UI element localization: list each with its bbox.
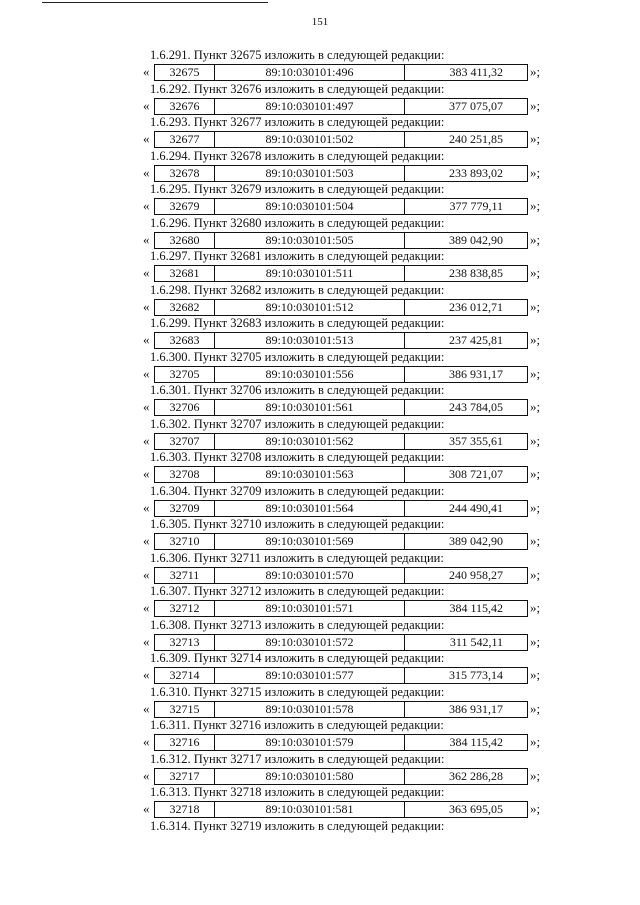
- clause-instruction: изложить в следующей редакции:: [264, 316, 445, 330]
- quote-open: «: [143, 164, 150, 180]
- item-number-cell: 32677: [155, 132, 215, 147]
- row-cells: [154, 165, 528, 182]
- quote-open: «: [143, 97, 150, 113]
- amendment-entry: [0, 350, 640, 384]
- row-cells: [154, 433, 528, 450]
- clause-heading: [150, 819, 444, 833]
- value-cell: 357 355,61: [449, 433, 503, 448]
- clause-instruction: изложить в следующей редакции:: [264, 651, 445, 665]
- row-cells: [154, 701, 528, 718]
- clause-heading: [150, 149, 444, 163]
- quote-open: «: [143, 231, 150, 247]
- clause-instruction: изложить в следующей редакции:: [264, 684, 445, 699]
- clause-instruction: изложить в следующей редакции:: [264, 81, 445, 96]
- amendment-entry: [0, 316, 640, 350]
- amendment-entry: [0, 249, 640, 283]
- value-cell: 308 721,07: [449, 467, 503, 481]
- clause-instruction: изложить в следующей редакции:: [264, 282, 445, 297]
- clause-number: 1.6.313. Пункт 32718: [150, 785, 262, 799]
- quote-open: «: [143, 365, 150, 381]
- clause-number: 1.6.299. Пункт 32683: [150, 316, 262, 330]
- amendment-entry: [0, 484, 640, 518]
- value-cell: 240 251,85: [449, 132, 503, 146]
- cadastral-number-cell: 89:10:030101:497: [215, 99, 405, 114]
- cadastral-number-cell: 89:10:030101:569: [215, 534, 405, 549]
- clause-heading: [150, 484, 444, 498]
- item-number-cell: 32681: [155, 266, 215, 281]
- item-number-cell: 32682: [155, 300, 215, 315]
- quote-close: »;: [530, 466, 541, 481]
- clause-instruction: изложить в следующей редакции:: [264, 550, 444, 565]
- row-cells: [154, 332, 528, 349]
- clause-heading: [150, 417, 444, 431]
- item-number-cell: 32716: [155, 735, 215, 750]
- row-cells: [154, 533, 528, 550]
- clause-heading: [150, 350, 444, 364]
- amendment-entry: [0, 216, 640, 250]
- quote-open: «: [143, 499, 150, 515]
- row-cells: [154, 466, 528, 483]
- clause-number: 1.6.300. Пункт 32705: [150, 349, 262, 364]
- amendment-entry: [0, 48, 640, 82]
- quote-close: »;: [530, 533, 541, 548]
- quote-close: »;: [530, 801, 541, 816]
- clause-heading: [150, 182, 444, 196]
- item-number-cell: 32711: [155, 568, 215, 583]
- cadastral-number-cell: 89:10:030101:578: [215, 702, 405, 717]
- cadastral-number-cell: 89:10:030101:561: [215, 400, 405, 415]
- cadastral-number-cell: 89:10:030101:564: [215, 501, 405, 516]
- value-cell: 238 838,85: [449, 266, 503, 280]
- quote-open: «: [143, 198, 150, 213]
- clause-instruction: изложить в следующей редакции:: [264, 182, 445, 196]
- amendment-entry: [0, 383, 640, 417]
- quote-close: »;: [530, 265, 541, 280]
- value-cell: 377 075,07: [449, 98, 503, 113]
- clause-number: 1.6.293. Пункт 32677: [150, 115, 262, 129]
- value-cell: 386 931,17: [449, 701, 503, 716]
- cadastral-number-cell: 89:10:030101:512: [215, 300, 405, 315]
- value-cell: 311 542,11: [449, 634, 503, 649]
- clause-number: 1.6.307. Пункт 32712: [150, 584, 262, 598]
- clause-heading: [150, 685, 444, 699]
- value-cell: 240 958,27: [449, 567, 503, 582]
- amendment-entry: [0, 651, 640, 685]
- clause-instruction: изложить в следующей редакции:: [264, 383, 445, 397]
- clause-instruction: изложить в следующей редакции:: [264, 215, 445, 230]
- clause-instruction: изложить в следующей редакции:: [264, 718, 444, 732]
- value-cell: 377 779,11: [449, 199, 503, 213]
- amendment-entry: [0, 584, 640, 618]
- quote-open: «: [143, 466, 150, 481]
- cadastral-number-cell: 89:10:030101:563: [215, 467, 405, 482]
- quote-open: «: [143, 700, 150, 716]
- clause-number: 1.6.308. Пункт 32713: [150, 617, 262, 632]
- top-rule: [42, 2, 268, 3]
- quote-open: «: [143, 432, 150, 448]
- item-number-cell: 32706: [155, 400, 215, 415]
- quote-open: «: [143, 332, 150, 347]
- clause-number: 1.6.296. Пункт 32680: [150, 215, 262, 230]
- row-cells: [154, 567, 528, 584]
- amendment-entry: [0, 819, 640, 853]
- item-number-cell: 32675: [155, 65, 215, 80]
- clause-number: 1.6.304. Пункт 32709: [150, 483, 262, 498]
- amendment-entry: [0, 685, 640, 719]
- row-cells: [154, 600, 528, 617]
- value-cell: 243 784,05: [449, 400, 503, 414]
- value-cell: 389 042,90: [449, 232, 503, 247]
- value-cell: 362 286,28: [449, 768, 503, 783]
- quote-close: »;: [530, 198, 541, 213]
- quote-open: «: [143, 667, 150, 682]
- clause-number: 1.6.295. Пункт 32679: [150, 182, 262, 196]
- quote-close: »;: [530, 164, 541, 180]
- quote-close: »;: [530, 64, 541, 79]
- value-cell: 383 411,32: [449, 65, 503, 79]
- clause-heading: [150, 618, 444, 632]
- clause-instruction: изложить в следующей редакции:: [264, 115, 445, 129]
- clause-heading: [150, 517, 444, 531]
- quote-open: «: [143, 399, 150, 414]
- cadastral-number-cell: 89:10:030101:562: [215, 434, 405, 449]
- item-number-cell: 32713: [155, 635, 215, 650]
- quote-close: »;: [530, 298, 541, 314]
- clause-instruction: изложить в следующей редакции:: [264, 617, 445, 632]
- item-number-cell: 32705: [155, 367, 215, 382]
- clause-number: 1.6.302. Пункт 32707: [150, 416, 262, 431]
- amendment-entry: [0, 718, 640, 752]
- value-cell: 386 931,17: [449, 366, 503, 381]
- quote-open: «: [143, 600, 150, 615]
- clause-number: 1.6.291. Пункт 32675: [150, 48, 262, 62]
- cadastral-number-cell: 89:10:030101:503: [215, 166, 405, 181]
- quote-close: »;: [530, 734, 541, 749]
- value-cell: 244 490,41: [449, 500, 503, 515]
- row-cells: [154, 98, 528, 115]
- clause-instruction: изложить в следующей редакции:: [264, 584, 445, 598]
- clause-number: 1.6.298. Пункт 32682: [150, 282, 262, 297]
- cadastral-number-cell: 89:10:030101:556: [215, 367, 405, 382]
- item-number-cell: 32718: [155, 802, 215, 817]
- cadastral-number-cell: 89:10:030101:580: [215, 769, 405, 784]
- quote-close: »;: [530, 499, 541, 515]
- clause-heading: [150, 450, 444, 464]
- cadastral-number-cell: 89:10:030101:496: [215, 65, 405, 80]
- item-number-cell: 32712: [155, 601, 215, 616]
- amendment-entry: [0, 182, 640, 216]
- amendment-entry: [0, 450, 640, 484]
- clause-heading: [150, 115, 444, 129]
- amendment-entry: [0, 517, 640, 551]
- quote-close: »;: [530, 231, 541, 247]
- row-cells: [154, 265, 528, 282]
- quote-open: «: [143, 633, 150, 649]
- clause-number: 1.6.294. Пункт 32678: [150, 148, 262, 163]
- clause-heading: [150, 216, 444, 230]
- clause-instruction: изложить в следующей редакции:: [264, 349, 445, 364]
- item-number-cell: 32679: [155, 199, 215, 214]
- item-number-cell: 32707: [155, 434, 215, 449]
- quote-open: «: [143, 64, 150, 79]
- quote-open: «: [143, 734, 150, 749]
- quote-open: «: [143, 767, 150, 783]
- clause-instruction: изложить в следующей редакции:: [264, 818, 445, 833]
- cadastral-number-cell: 89:10:030101:505: [215, 233, 405, 248]
- amendment-entry: [0, 752, 640, 786]
- clause-instruction: изложить в следующей редакции:: [264, 450, 445, 464]
- clause-number: 1.6.310. Пункт 32715: [150, 684, 262, 699]
- amendment-entry: [0, 551, 640, 585]
- item-number-cell: 32710: [155, 534, 215, 549]
- quote-close: »;: [530, 97, 541, 113]
- quote-open: «: [143, 131, 150, 146]
- quote-close: »;: [530, 667, 541, 682]
- cadastral-number-cell: 89:10:030101:577: [215, 668, 405, 683]
- quote-close: »;: [530, 131, 541, 146]
- clause-number: 1.6.305. Пункт 32710: [150, 517, 262, 531]
- amendment-list: [0, 48, 640, 852]
- amendment-entry: [0, 115, 640, 149]
- clause-number: 1.6.309. Пункт 32714: [150, 651, 262, 665]
- row-cells: [154, 667, 528, 684]
- clause-heading: [150, 651, 444, 665]
- value-cell: 236 012,71: [449, 299, 503, 314]
- cadastral-number-cell: 89:10:030101:570: [215, 568, 405, 583]
- clause-heading: [150, 48, 444, 62]
- value-cell: 237 425,81: [449, 333, 503, 347]
- clause-instruction: изложить в следующей редакции:: [264, 148, 445, 163]
- clause-heading: [150, 316, 444, 330]
- quote-open: «: [143, 298, 150, 314]
- amendment-entry: [0, 149, 640, 183]
- cadastral-number-cell: 89:10:030101:572: [215, 635, 405, 650]
- clause-heading: [150, 718, 444, 732]
- quote-close: »;: [530, 600, 541, 615]
- row-cells: [154, 634, 528, 651]
- cadastral-number-cell: 89:10:030101:504: [215, 199, 405, 214]
- value-cell: 315 773,14: [449, 668, 503, 682]
- clause-number: 1.6.301. Пункт 32706: [150, 383, 262, 397]
- cadastral-number-cell: 89:10:030101:581: [215, 802, 405, 817]
- clause-number: 1.6.303. Пункт 32708: [150, 450, 262, 464]
- clause-number: 1.6.314. Пункт 32719: [150, 818, 262, 833]
- quote-close: »;: [530, 332, 541, 347]
- value-cell: 363 695,05: [449, 802, 503, 816]
- clause-heading: [150, 584, 444, 598]
- item-number-cell: 32714: [155, 668, 215, 683]
- amendment-entry: [0, 785, 640, 819]
- quote-close: »;: [530, 399, 541, 414]
- row-cells: [154, 734, 528, 751]
- quote-close: »;: [530, 633, 541, 649]
- quote-open: «: [143, 533, 150, 548]
- amendment-entry: [0, 283, 640, 317]
- clause-heading: [150, 283, 444, 297]
- clause-instruction: изложить в следующей редакции:: [264, 48, 445, 62]
- item-number-cell: 32709: [155, 501, 215, 516]
- row-cells: [154, 232, 528, 249]
- item-number-cell: 32676: [155, 99, 215, 114]
- clause-instruction: изложить в следующей редакции:: [264, 517, 445, 531]
- item-number-cell: 32683: [155, 333, 215, 348]
- cadastral-number-cell: 89:10:030101:571: [215, 601, 405, 616]
- cadastral-number-cell: 89:10:030101:579: [215, 735, 405, 750]
- value-cell: 384 115,42: [449, 735, 503, 749]
- clause-instruction: изложить в следующей редакции:: [264, 785, 445, 799]
- quote-close: »;: [530, 566, 541, 582]
- item-number-cell: 32680: [155, 233, 215, 248]
- row-cells: [154, 299, 528, 316]
- item-number-cell: 32715: [155, 702, 215, 717]
- row-cells: [154, 399, 528, 416]
- row-cells: [154, 366, 528, 383]
- item-number-cell: 32708: [155, 467, 215, 482]
- quote-open: «: [143, 566, 150, 582]
- item-number-cell: 32678: [155, 166, 215, 181]
- page-number: 151: [311, 16, 329, 28]
- row-cells: [154, 500, 528, 517]
- clause-heading: [150, 551, 444, 565]
- value-cell: 389 042,90: [449, 534, 503, 548]
- row-cells: [154, 801, 528, 818]
- quote-open: «: [143, 265, 150, 280]
- value-cell: 384 115,42: [449, 601, 503, 615]
- clause-instruction: изложить в следующей редакции:: [264, 751, 445, 766]
- item-number-cell: 32717: [155, 769, 215, 784]
- row-cells: [154, 131, 528, 148]
- cadastral-number-cell: 89:10:030101:511: [215, 266, 405, 281]
- value-cell: 233 893,02: [449, 165, 503, 180]
- clause-heading: [150, 249, 444, 263]
- clause-instruction: изложить в следующей редакции:: [264, 483, 445, 498]
- cadastral-number-cell: 89:10:030101:513: [215, 333, 405, 348]
- clause-number: 1.6.292. Пункт 32676: [150, 81, 262, 96]
- clause-heading: [150, 785, 444, 799]
- clause-instruction: изложить в следующей редакции:: [264, 249, 445, 263]
- quote-close: »;: [530, 700, 541, 716]
- clause-heading: [150, 82, 444, 96]
- clause-heading: [150, 752, 444, 766]
- amendment-entry: [0, 417, 640, 451]
- row-cells: [154, 768, 528, 785]
- clause-number: 1.6.306. Пункт 32711: [150, 550, 261, 565]
- quote-close: »;: [530, 432, 541, 448]
- quote-close: »;: [530, 365, 541, 381]
- amendment-entry: [0, 618, 640, 652]
- clause-heading: [150, 383, 444, 397]
- clause-instruction: изложить в следующей редакции:: [264, 416, 445, 431]
- quote-open: «: [143, 801, 150, 816]
- cadastral-number-cell: 89:10:030101:502: [215, 132, 405, 147]
- clause-number: 1.6.312. Пункт 32717: [150, 751, 262, 766]
- amendment-entry: [0, 82, 640, 116]
- row-cells: [154, 198, 528, 215]
- clause-number: 1.6.297. Пункт 32681: [150, 249, 262, 263]
- clause-number: 1.6.311. Пункт 32716: [150, 718, 261, 732]
- quote-close: »;: [530, 767, 541, 783]
- row-cells: [154, 64, 528, 81]
